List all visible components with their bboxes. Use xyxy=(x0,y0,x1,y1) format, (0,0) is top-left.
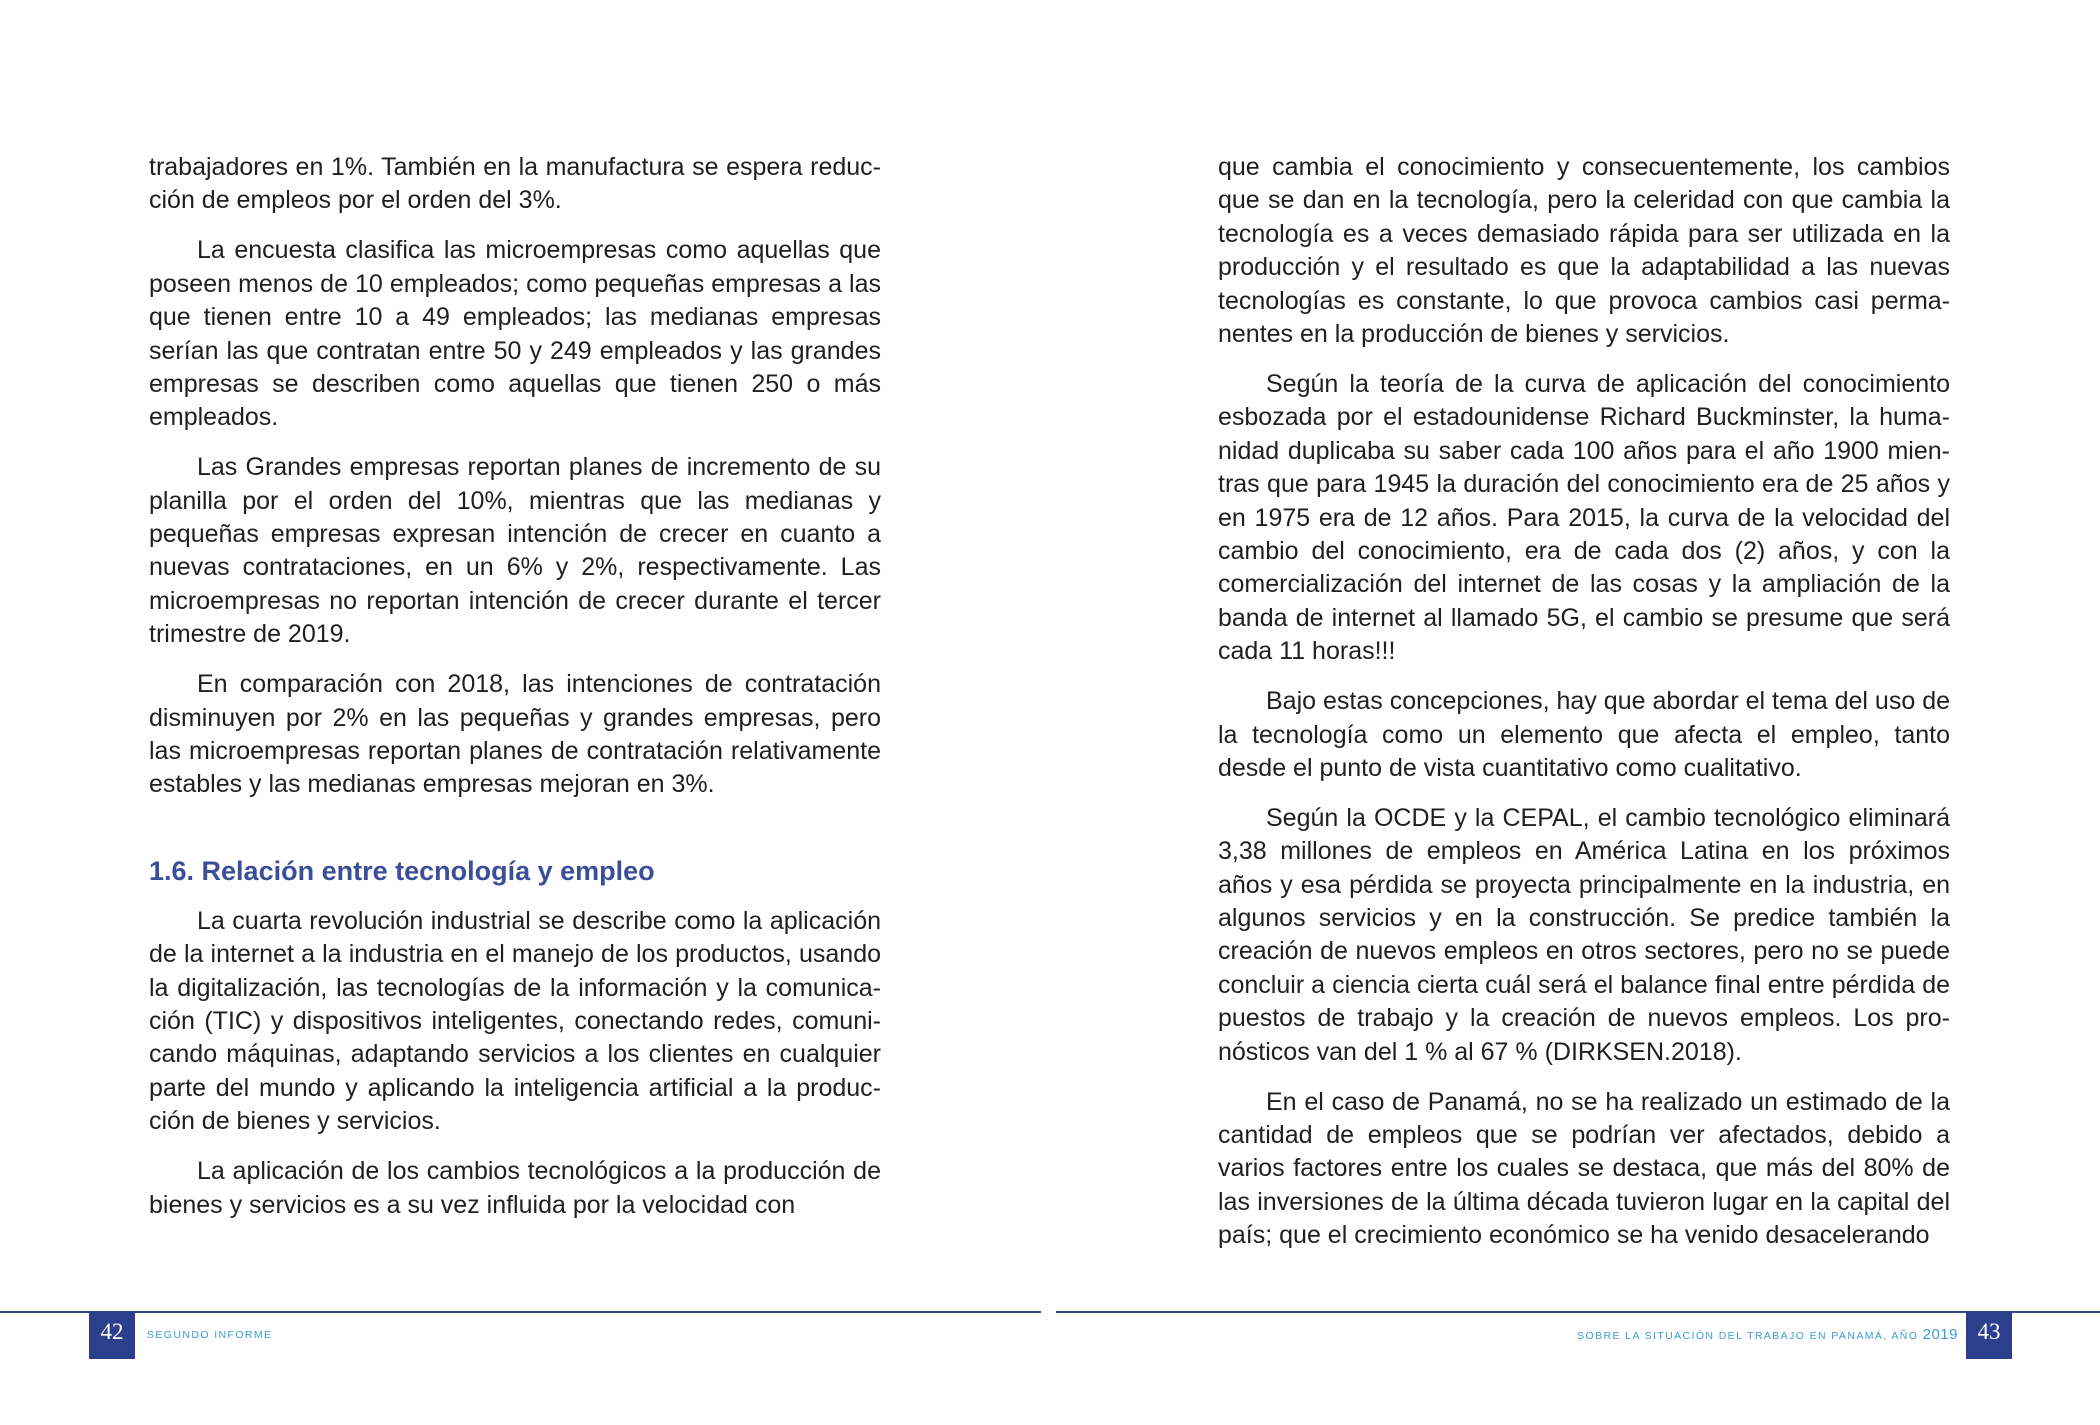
footer-title: SOBRE LA SITUACIÓN DEL TRABAJO EN PANAMÁ, AÑO xyxy=(1577,1330,1919,1342)
paragraph: trabajadores en 1%. También en la manufactura se espera reducción de empleos por el orden del 3%. xyxy=(149,153,881,215)
paragraph: Según la teoría de la curva de aplicación del conocimiento esbozada por el estadounidense Richard Buckminster, la humanidad duplicaba su saber cada 100 años para el año 1900 mientras que para 1945 la duración del conocimiento era de 25 años y en 1975 era de 12 años. Para 2015, la curva de la velocidad del cambio del conocimiento, era de cada dos (2) años, y con la comercialización del internet de las cosas y la ampliación de la banda de internet al llamado 5G, el cambio se presume que será cada 11 horas!!! xyxy=(1218,369,1950,666)
paragraph: Bajo estas concepciones, hay que abordar el tema del uso de la tecnología como un elemento que afecta el empleo, tanto desde el punto de vista cuantitativo como cualitativo. xyxy=(1218,687,1950,782)
paragraph: que cambia el conocimiento y consecuentemente, los cambios que se dan en la tecnología, pero la celeridad con que cambia la tecnología es a veces demasiado rápida para ser utilizada en la producción y el resultado es que la adaptabilidad a las nuevas tecnologías es constante, lo que provoca cambios casi permanentes en la producción de bienes y servicios. xyxy=(1218,153,1950,349)
left-page-text-column xyxy=(149,151,881,1222)
paragraph: La encuesta clasifica las microempresas como aquellas que poseen menos de 10 empleados; como pequeñas empresas a las que tienen entre 10 a 49 empleados; las medianas empresas serían las que contratan entre 50 y 249 empleados y las grandes empresas se describen como aquellas que tienen 250 o más empleados. xyxy=(149,236,881,432)
footer-rule-right xyxy=(1056,1311,2100,1313)
footer-rule-left xyxy=(0,1311,1041,1313)
section-heading: 1.6. Relación entre tecnología y empleo xyxy=(149,855,655,886)
paragraph: Según la OCDE y la CEPAL, el cambio tecnológico eliminará 3,38 millones de empleos en América Latina en los próximos años y esa pérdida se proyecta principalmente en la industria, en algunos servicios y en la construcción. Se predice también la creación de nuevos empleos en otros sectores, pero no se puede concluir a ciencia cierta cuál será el balance final entre pérdida de puestos de trabajo y la creación de nuevos empleos. Los pronósticos van del 1 % al 67 % (DIRKSEN.2018). xyxy=(1218,803,1950,1066)
footer-label-right xyxy=(1577,1325,1958,1346)
page-number-right: 43 xyxy=(1966,1312,2012,1359)
paragraph: Las Grandes empresas reportan planes de incremento de su planilla por el orden del 10%, mientras que las medianas y pequeñas empresas expresan intención de crecer en cuanto a nuevas contrataciones, en un 6% y 2%, respectivamente. Las microempresas no reportan intención de crecer durante el tercer trimestre de 2019. xyxy=(149,453,881,649)
paragraph: La aplicación de los cambios tecnológicos a la producción de bienes y servicios es a su vez influida por la velocidad con xyxy=(149,1157,881,1219)
paragraph: En comparación con 2018, las intenciones de contratación disminuyen por 2% en las pequeñas y grandes empresas, pero las microempresas reportan planes de contratación relativamente estables y las medianas empresas mejoran en 3%. xyxy=(149,670,881,799)
page-number-left: 42 xyxy=(89,1312,135,1359)
footer-year: 2019 xyxy=(1922,1326,1958,1343)
paragraph: En el caso de Panamá, no se ha realizado un estimado de la cantidad de empleos que se podrían ver afectados, debido a varios factores entre los cuales se destaca, que más del 80% de las inversiones de la última década tuvieron lugar en la capital del país; que el crecimiento económico se ha venido desacelerando xyxy=(1218,1087,1950,1250)
paragraph: La cuarta revolución industrial se describe como la aplicación de la internet a la industria en el manejo de los productos, usando la digitalización, las tecnologías de la información y la comunicación (TIC) y dispositivos inteligentes, conectando redes, comunicando máquinas, adaptando servicios a los clientes en cualquier parte del mundo y aplicando la inteligencia artificial a la producción de bienes y servicios. xyxy=(149,906,881,1136)
footer-label-left: SEGUNDO INFORME xyxy=(147,1329,273,1341)
right-page-text-column xyxy=(1218,151,1950,1253)
